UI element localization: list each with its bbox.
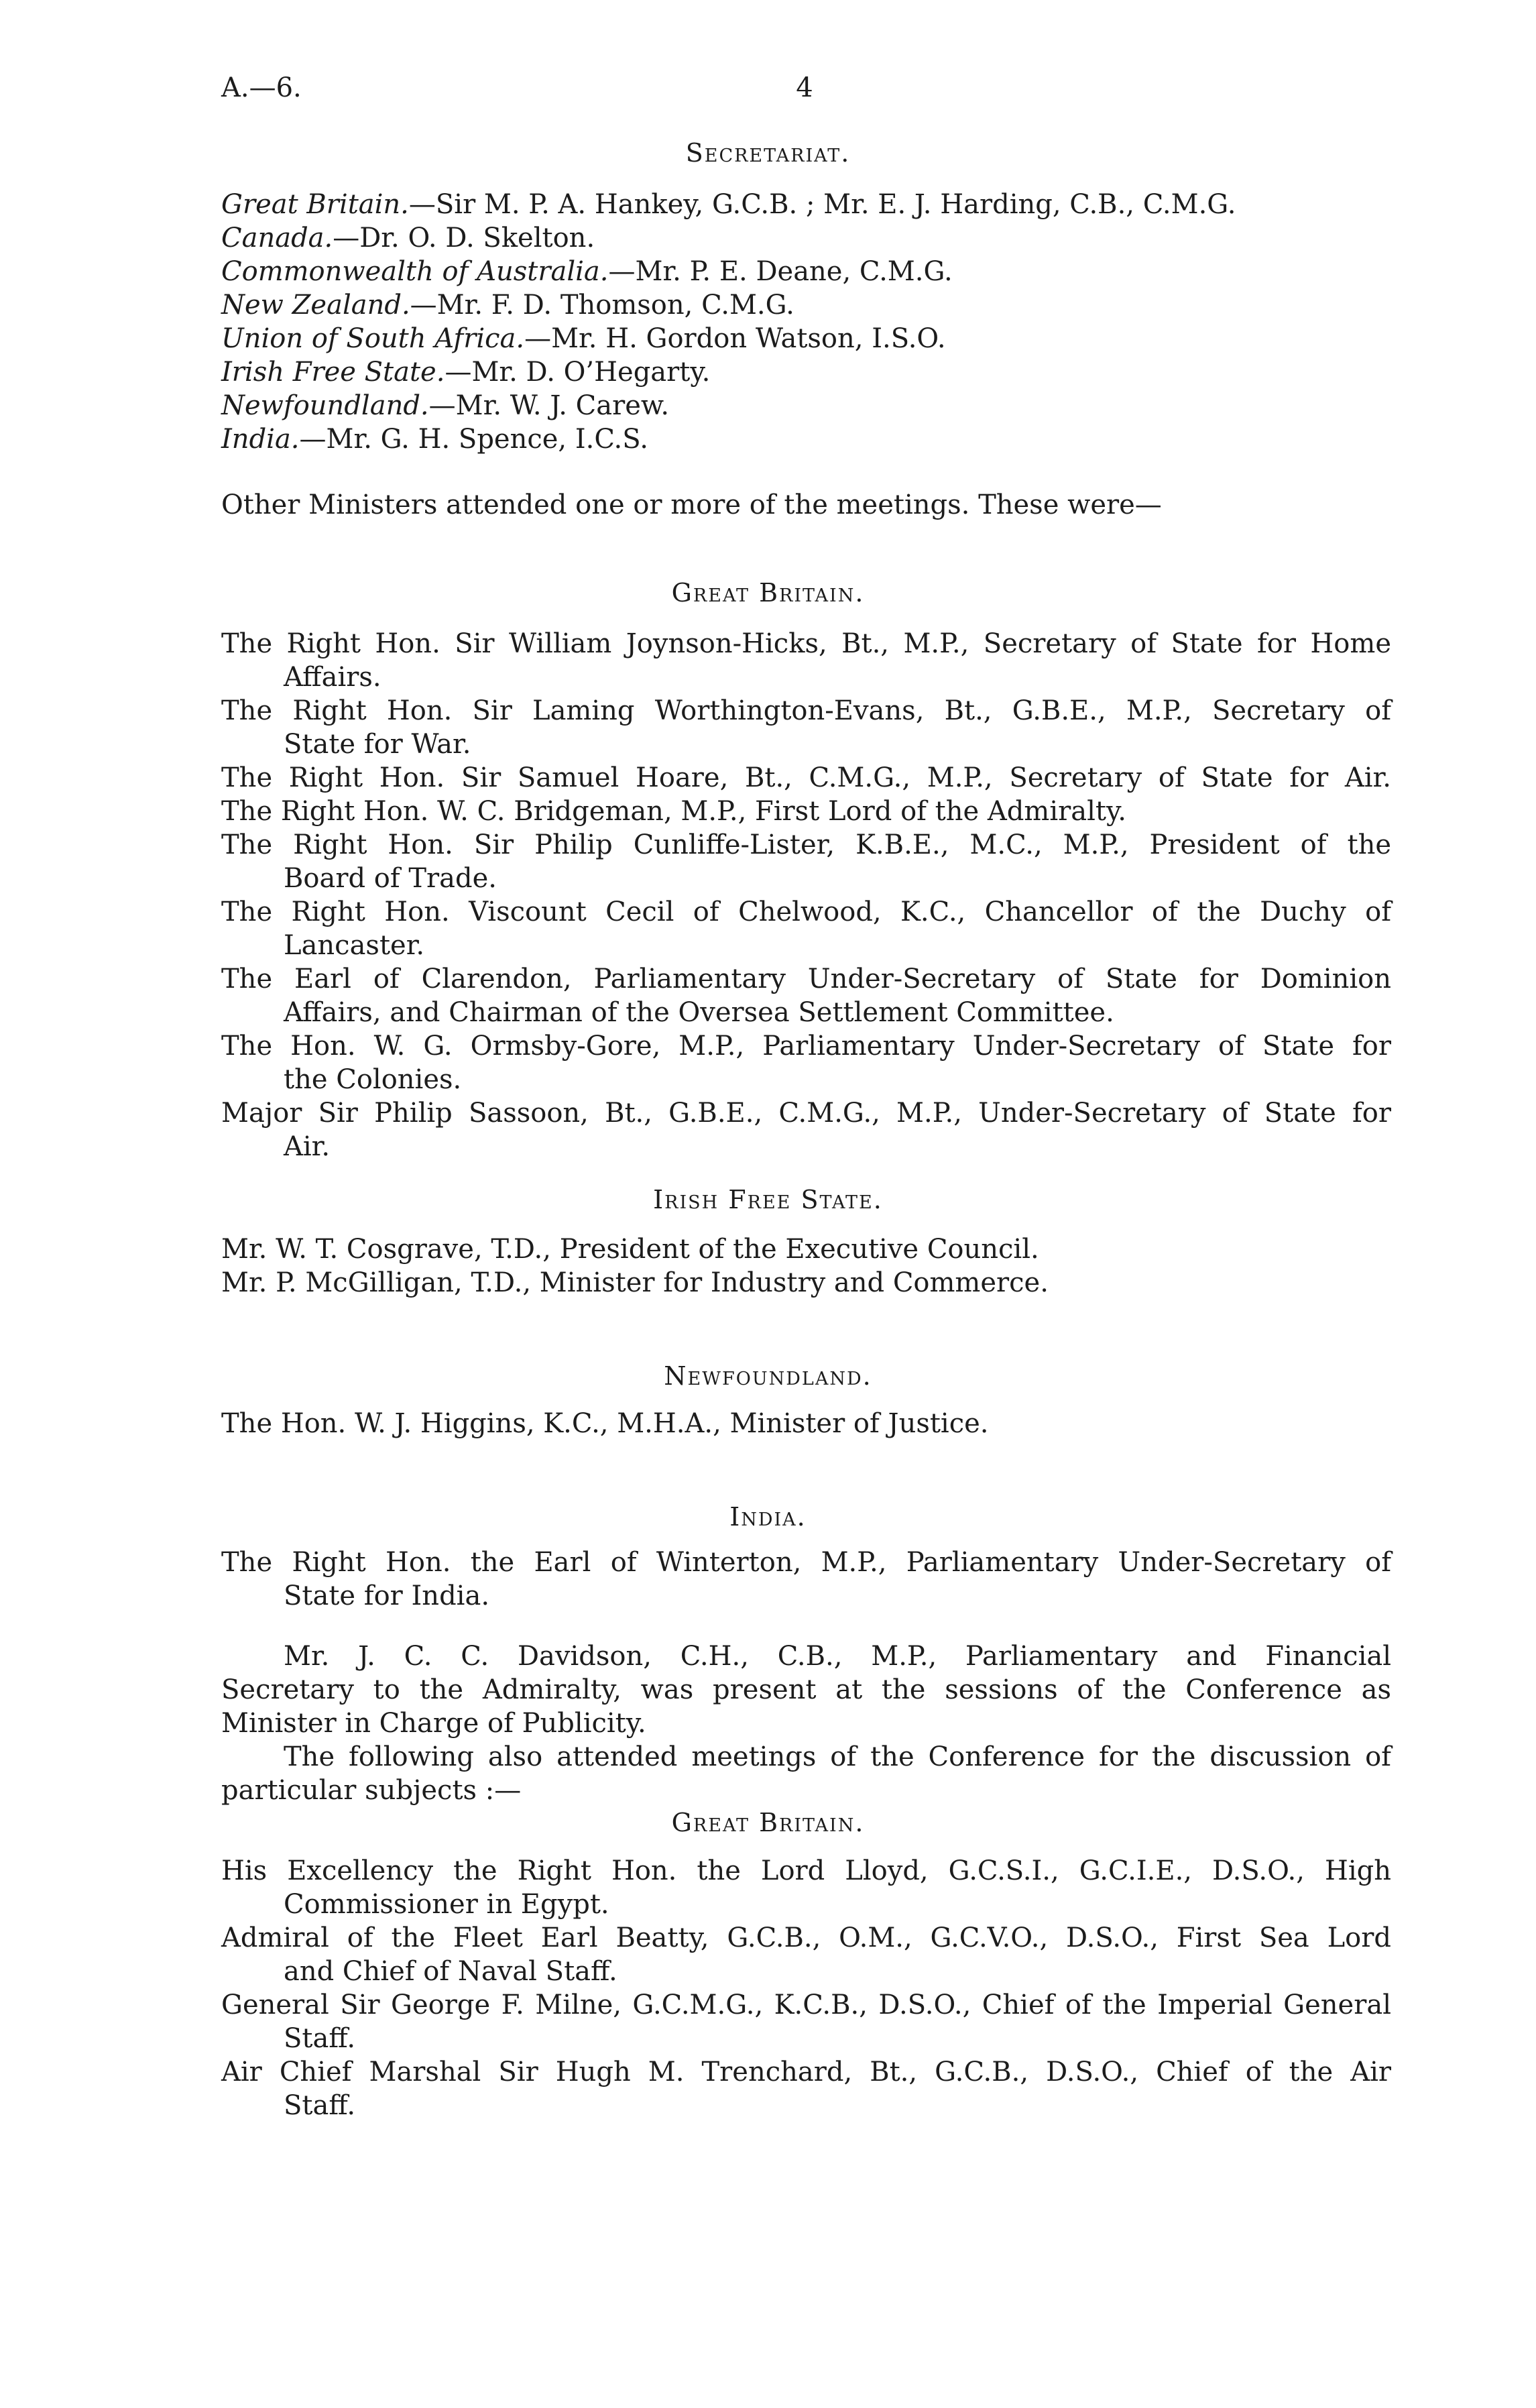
minister-entry (221, 1546, 1391, 1613)
secretariat-names: —Sir M. P. A. Hankey, G.C.B. ; Mr. E. J. Harding, C.B., C.M.G. (408, 189, 1236, 220)
document-reference: A.—6. (221, 72, 302, 103)
entry-continuation: Affairs. (284, 662, 381, 693)
entry-continuation: Board of Trade. (284, 863, 497, 894)
secretariat-heading: Secretariat. (685, 138, 851, 168)
secretariat-names: —Mr. P. E. Deane, C.M.G. (608, 256, 953, 287)
paragraph-line: The following also attended meetings of the Conference for the discussion of (284, 1741, 1391, 1772)
entry-line: The Earl of Clarendon, Parliamentary Under-Secretary of State for Dominion (221, 964, 1391, 994)
secretariat-item (221, 191, 1236, 218)
country-name: Canada. (221, 223, 333, 253)
other-ministers-intro: Other Ministers attended one or more of the meetings. These were— (221, 490, 1162, 520)
secretariat-names: —Dr. O. D. Skelton. (333, 223, 595, 253)
country-name: Union of South Africa. (221, 323, 525, 354)
minister-entry (221, 795, 1391, 828)
secretariat-names: —Mr. W. J. Carew. (428, 390, 670, 421)
entry-line: The Hon. W. G. Ormsby-Gore, M.P., Parliamentary Under-Secretary of State for (221, 1031, 1391, 1062)
paragraph-line: Secretary to the Admiralty, was present at the sessions of the Conference as (221, 1674, 1391, 1705)
entry-continuation: State for War. (284, 729, 471, 760)
minister-entry (221, 761, 1391, 795)
entry-continuation: Staff. (284, 2023, 356, 2054)
entry-line: General Sir George F. Milne, G.C.M.G., K.C.B., D.S.O., Chief of the Imperial General (221, 1990, 1391, 2020)
entry-line: The Right Hon. Sir Samuel Hoare, Bt., C.M.G., M.P., Secretary of State for Air. (221, 762, 1391, 793)
minister-entry: Mr. W. T. Cosgrave, T.D., President of the Executive Council. (221, 1234, 1039, 1265)
india-heading: India. (729, 1502, 807, 1532)
entry-line: Air Chief Marshal Sir Hugh M. Trenchard, Bt., G.C.B., D.S.O., Chief of the Air (221, 2057, 1391, 2087)
entry-line: The Right Hon. Sir William Joynson-Hicks, Bt., M.P., Secretary of State for Home (221, 628, 1391, 659)
davidson-paragraph (221, 1640, 1391, 1740)
minister-entry (221, 828, 1391, 895)
minister-entry: The Hon. W. J. Higgins, K.C., M.H.A., Minister of Justice. (221, 1408, 989, 1439)
attendee-entry (221, 1854, 1391, 1921)
entry-line: The Right Hon. Viscount Cecil of Chelwood, K.C., Chancellor of the Duchy of (221, 897, 1391, 927)
minister-entry (221, 627, 1391, 694)
secretariat-names: —Mr. D. O’Hegarty. (445, 357, 711, 388)
attendee-entry (221, 2055, 1391, 2122)
secretariat-item (221, 359, 710, 386)
entry-line: The Right Hon. Sir Laming Worthington-Evans, Bt., G.B.E., M.P., Secretary of (221, 695, 1391, 726)
attendee-entry (221, 1921, 1391, 1988)
paragraph-line: Minister in Charge of Publicity. (221, 1708, 646, 1739)
page-number: 4 (796, 72, 813, 103)
secretariat-item (221, 225, 595, 251)
entry-line: The Right Hon. Sir Philip Cunliffe-Lister, K.B.E., M.C., M.P., President of the (221, 829, 1391, 860)
minister-entry (221, 694, 1391, 761)
newfoundland-heading: Newfoundland. (664, 1361, 872, 1391)
country-name: Newfoundland. (221, 390, 429, 421)
entry-line: Admiral of the Fleet Earl Beatty, G.C.B., O.M., G.C.V.O., D.S.O., First Sea Lord (221, 1923, 1391, 1953)
minister-entry (221, 1096, 1391, 1163)
entry-continuation: Commissioner in Egypt. (284, 1889, 609, 1920)
minister-entry (221, 1029, 1391, 1096)
entry-continuation: Lancaster. (284, 930, 425, 961)
irish-free-state-heading: Irish Free State. (653, 1185, 883, 1214)
secretariat-names: —Mr. G. H. Spence, I.C.S. (299, 424, 648, 455)
attendee-entry (221, 1988, 1391, 2055)
entry-line: The Right Hon. the Earl of Winterton, M.P., Parliamentary Under-Secretary of (221, 1547, 1391, 1578)
entry-line: Major Sir Philip Sassoon, Bt., G.B.E., C.M.G., M.P., Under-Secretary of State for (221, 1098, 1391, 1129)
entry-continuation: the Colonies. (284, 1064, 462, 1095)
country-name: India. (221, 424, 300, 455)
entry-continuation: Affairs, and Chairman of the Oversea Settlement Committee. (284, 997, 1114, 1028)
secretariat-item (221, 426, 648, 453)
country-name: New Zealand. (221, 290, 410, 321)
country-name: Commonwealth of Australia. (221, 256, 609, 287)
entry-continuation: Staff. (284, 2090, 356, 2121)
entry-continuation: State for India. (284, 1581, 490, 1611)
following-paragraph (221, 1740, 1391, 1807)
country-name: Great Britain. (221, 189, 409, 220)
entry-line: The Right Hon. W. C. Bridgeman, M.P., First Lord of the Admiralty. (221, 796, 1126, 827)
secretariat-item (221, 292, 794, 319)
minister-entry (221, 962, 1391, 1029)
entry-continuation: Air. (284, 1131, 331, 1162)
country-name: Irish Free State. (221, 357, 445, 388)
secretariat-item (221, 258, 953, 285)
entry-line: His Excellency the Right Hon. the Lord Lloyd, G.C.S.I., G.C.I.E., D.S.O., High (221, 1855, 1391, 1886)
entry-continuation: and Chief of Naval Staff. (284, 1956, 617, 1987)
minister-entry: Mr. P. McGilligan, T.D., Minister for Industry and Commerce. (221, 1267, 1049, 1298)
paragraph-line: Mr. J. C. C. Davidson, C.H., C.B., M.P., Parliamentary and Financial (284, 1641, 1391, 1672)
secretariat-names: —Mr. F. D. Thomson, C.M.G. (410, 290, 794, 321)
secretariat-item (221, 325, 946, 352)
minister-entry (221, 895, 1391, 962)
secretariat-item (221, 392, 669, 419)
secretariat-names: —Mr. H. Gordon Watson, I.S.O. (524, 323, 946, 354)
paragraph-line: particular subjects :— (221, 1775, 522, 1806)
great-britain-heading: Great Britain. (671, 1808, 865, 1837)
great-britain-heading: Great Britain. (671, 578, 865, 608)
